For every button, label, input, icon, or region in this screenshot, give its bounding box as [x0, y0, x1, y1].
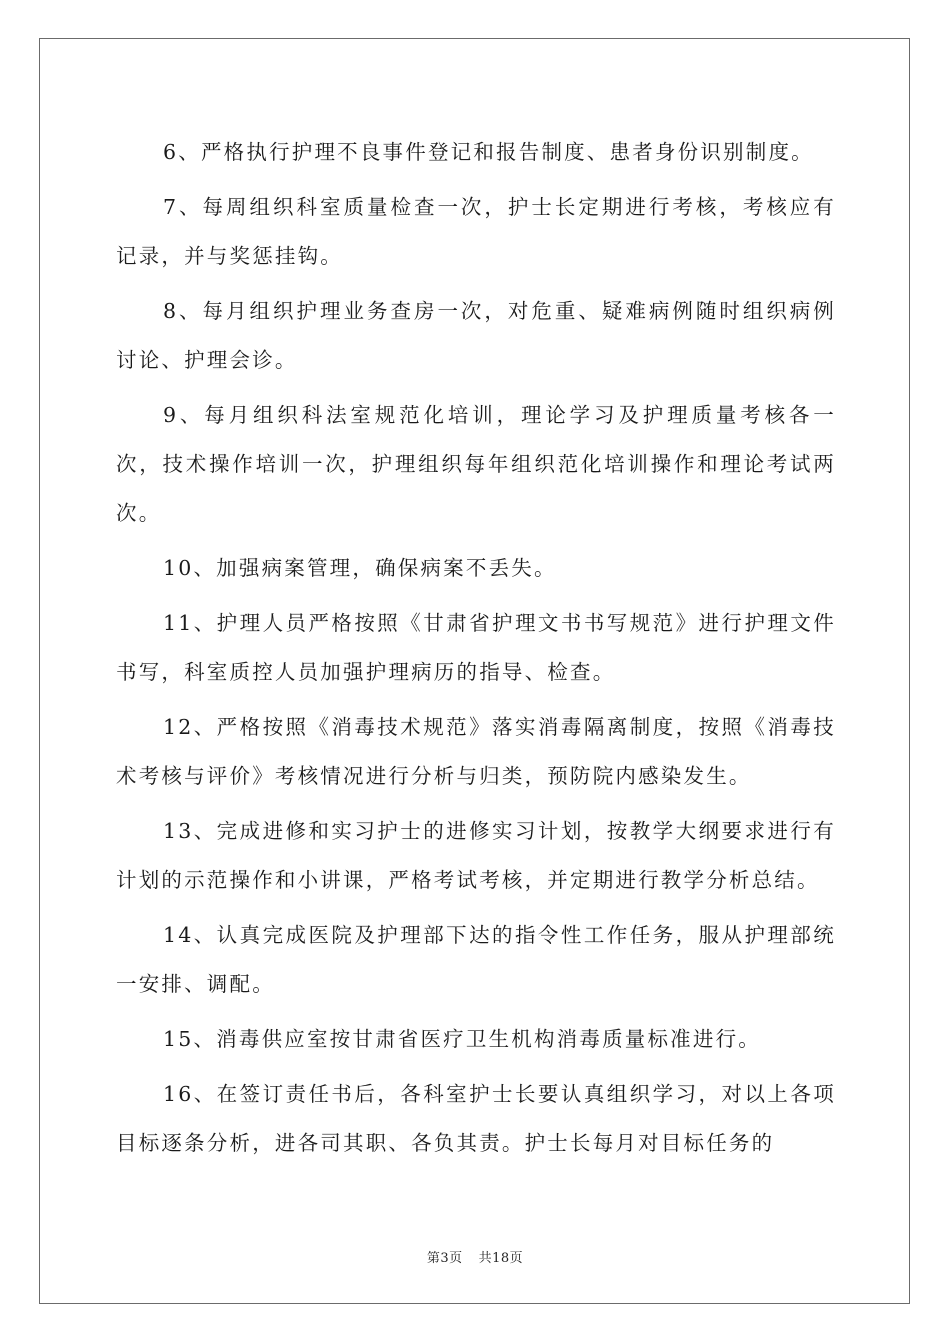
page-number: 第3页: [426, 1251, 463, 1266]
page-total: 共18页: [478, 1251, 524, 1266]
paragraph-7: 7、每周组织科室质量检查一次，护士长定期进行考核，考核应有记录，并与奖惩挂钩。: [116, 195, 836, 268]
paragraph-13: 13、完成进修和实习护士的进修实习计划，按教学大纲要求进行有计划的示范操作和小讲课，严格考试考核，并定期进行教学分析总结。: [116, 819, 836, 892]
paragraph-8: 8、每月组织护理业务查房一次，对危重、疑难病例随时组织病例讨论、护理会诊。: [116, 299, 836, 372]
paragraph-14: 14、认真完成医院及护理部下达的指令性工作任务，服从护理部统一安排、调配。: [116, 923, 836, 996]
paragraph-6: 6、严格执行护理不良事件登记和报告制度、患者身份识别制度。: [163, 140, 814, 164]
page-footer: [0, 1247, 950, 1266]
paragraph-9: 9、每月组织科法室规范化培训，理论学习及护理质量考核各一次，技术操作培训一次，护理组织每年组织范化培训操作和理论考试两次。: [116, 403, 836, 525]
paragraph-10: 10、加强病案管理，确保病案不丢失。: [163, 556, 557, 580]
paragraph-12: 12、严格按照《消毒技术规范》落实消毒隔离制度，按照《消毒技术考核与评价》考核情况进行分析与归类，预防院内感染发生。: [116, 715, 836, 788]
paragraph-15: 15、消毒供应室按甘肃省医疗卫生机构消毒质量标准进行。: [163, 1027, 761, 1051]
document-body: [116, 128, 836, 1174]
paragraph-16: 16、在签订责任书后，各科室护士长要认真组织学习，对以上各项目标逐条分析，进各司其职、各负其责。护士长每月对目标任务的: [116, 1082, 836, 1155]
paragraph-11: 11、护理人员严格按照《甘肃省护理文书书写规范》进行护理文件书写，科室质控人员加强护理病历的指导、检查。: [116, 611, 836, 684]
